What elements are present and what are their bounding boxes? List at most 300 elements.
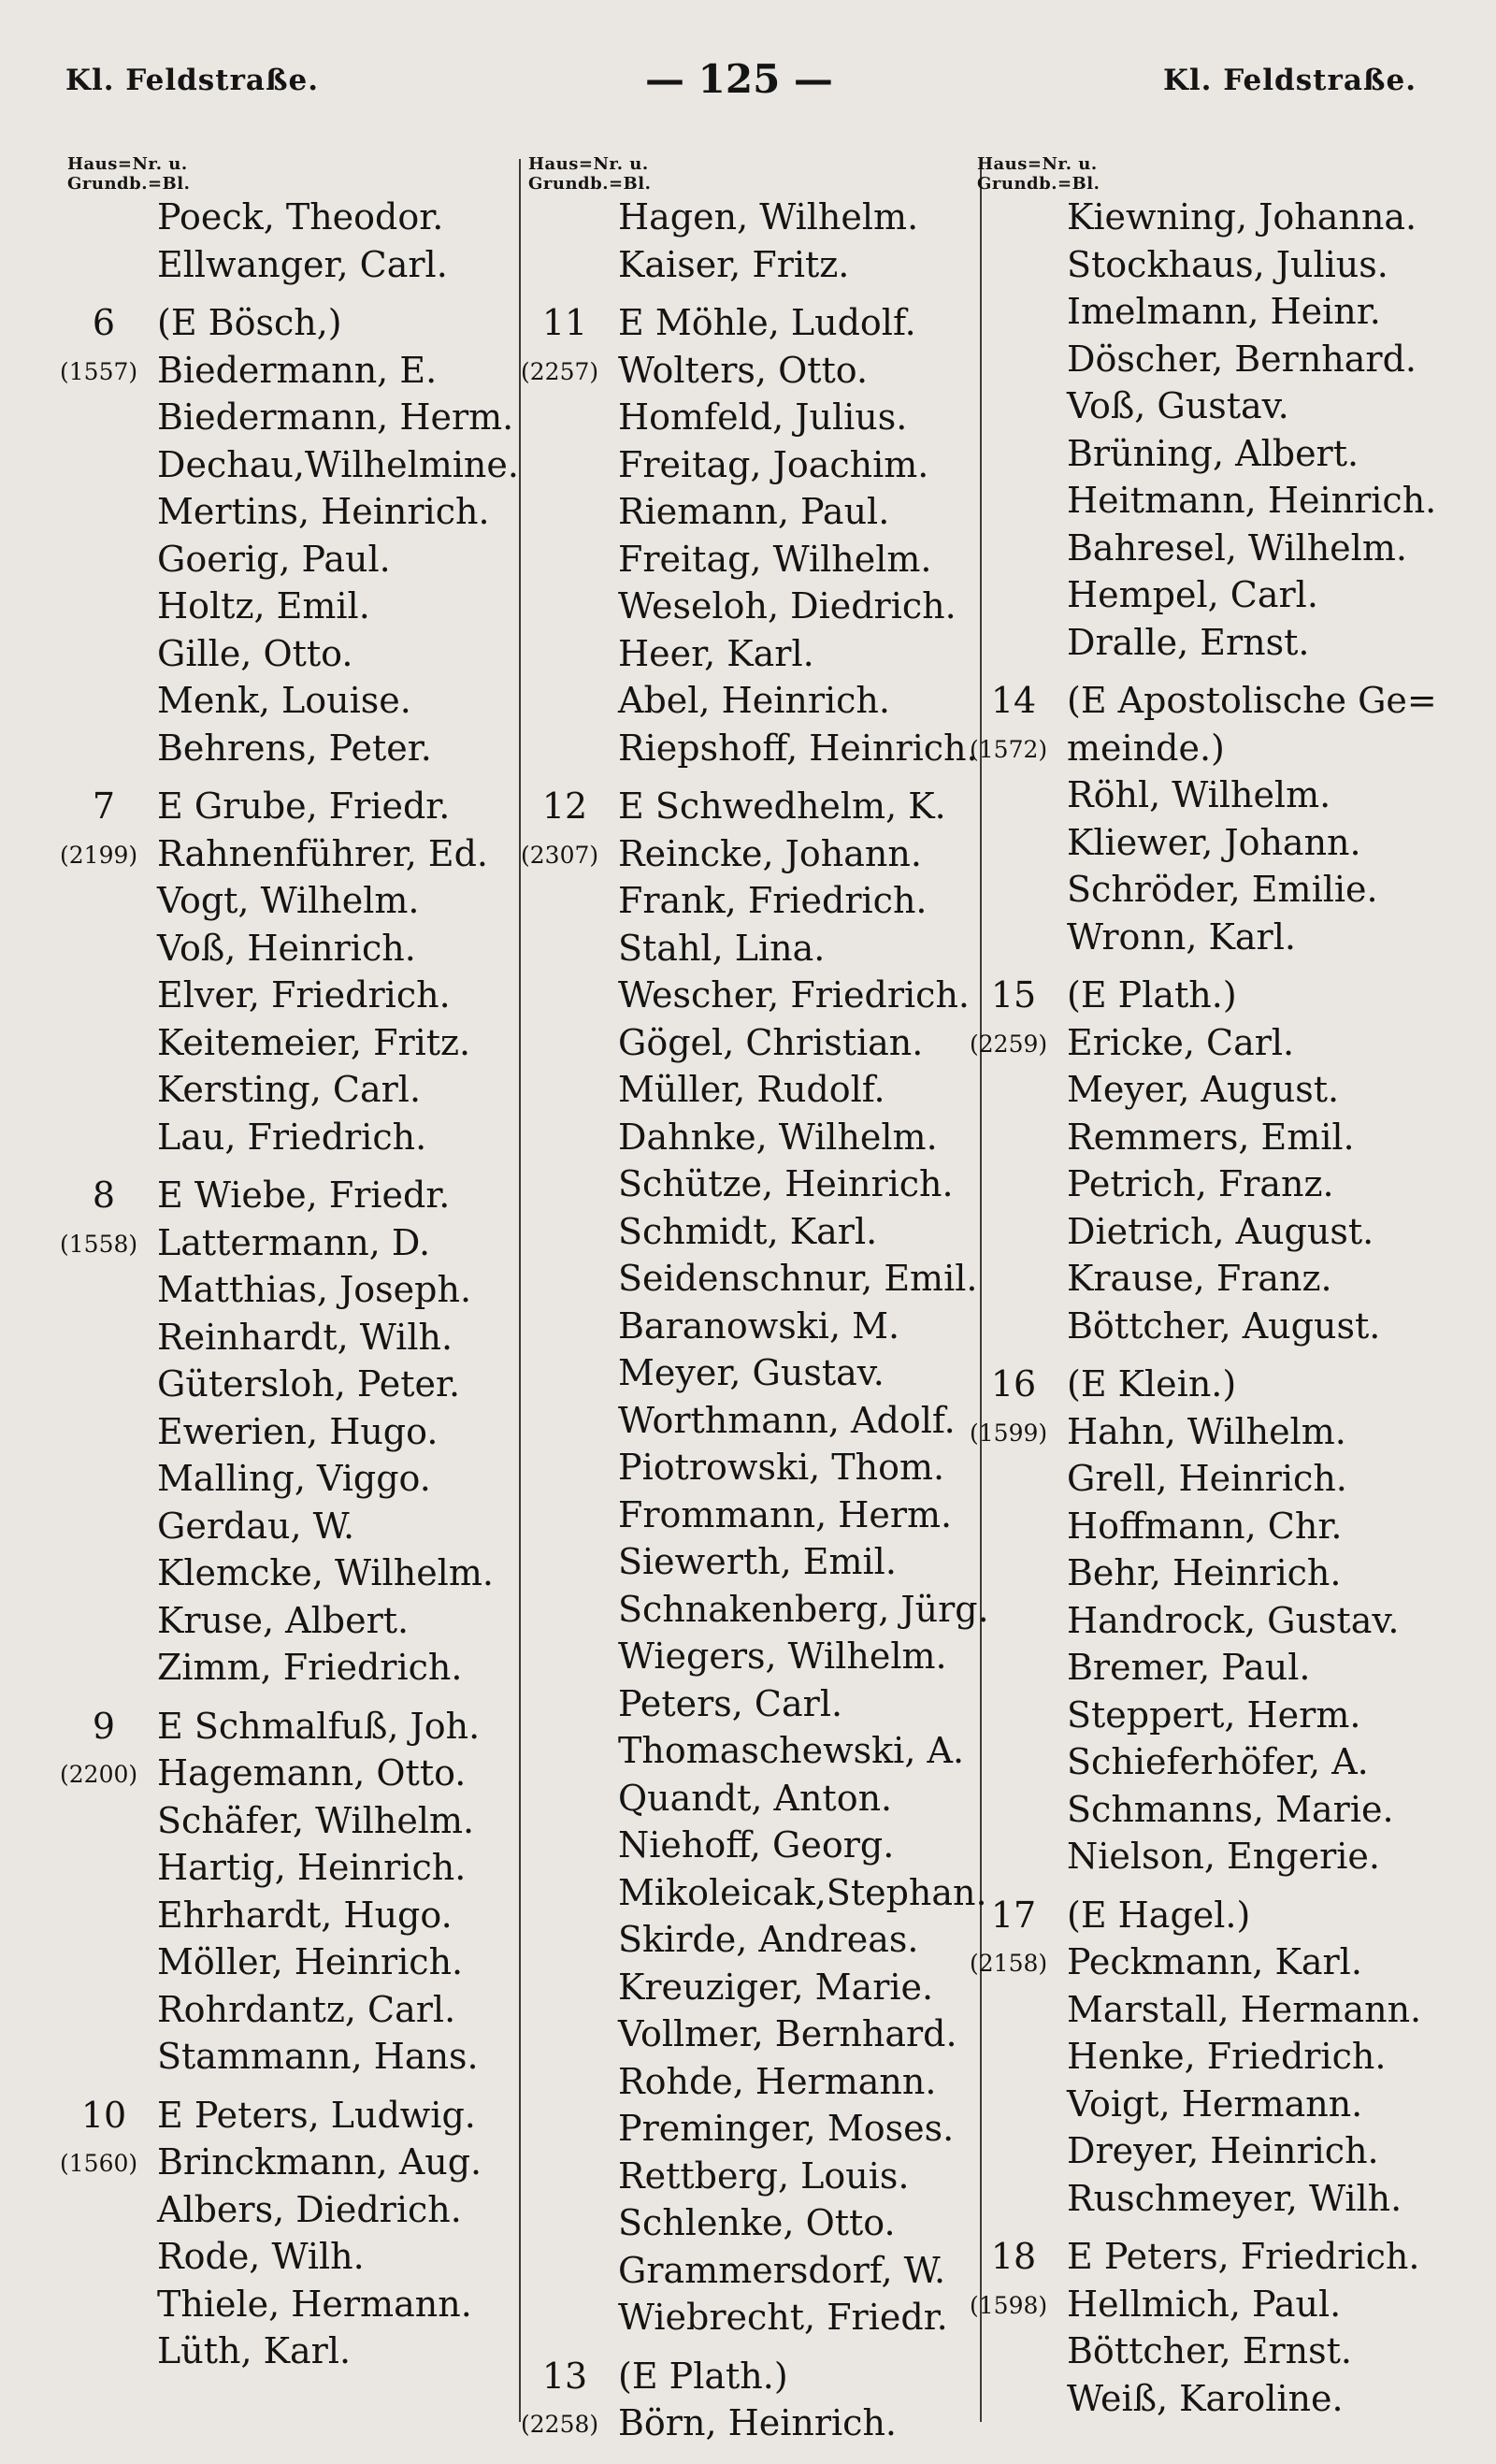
- resident-line: [528, 394, 977, 441]
- resident-line: [67, 1597, 516, 1645]
- resident-line: [528, 877, 977, 925]
- resident-name: Henke, Friedrich.: [1067, 2036, 1387, 2077]
- resident-line: [977, 1644, 1445, 1692]
- resident-line: [977, 1786, 1445, 1834]
- resident-line: [970, 1938, 1445, 1986]
- resident-line: [977, 336, 1445, 383]
- land-register-number: (2258): [521, 2411, 599, 2438]
- resident-line: [977, 430, 1445, 478]
- resident-name: Ericke, Carl.: [1067, 1021, 1295, 1063]
- resident-name: Keitemeier, Fritz.: [157, 1021, 471, 1063]
- resident-line: [977, 1692, 1445, 1739]
- resident-line: [977, 2033, 1445, 2081]
- resident-name: Baranowski, M.: [618, 1304, 900, 1347]
- resident-name: Stockhaus, Julius.: [1067, 243, 1388, 285]
- resident-line: [60, 1219, 516, 1267]
- resident-name: Remmers, Emil.: [1067, 1116, 1355, 1158]
- resident-name: Worthmann, Adolf.: [618, 1399, 956, 1441]
- resident-line: [528, 2105, 977, 2153]
- resident-line: [977, 241, 1445, 289]
- resident-line: [60, 2139, 516, 2186]
- resident-line: [67, 536, 516, 584]
- resident-name: Börn, Heinrich.: [618, 2402, 898, 2443]
- resident-name: Voigt, Hermann.: [1067, 2082, 1363, 2125]
- resident-name: Brinckmann, Aug.: [157, 2141, 482, 2183]
- resident-line: [67, 488, 516, 536]
- house-entry: [977, 1892, 1445, 1939]
- resident-line: [528, 2058, 977, 2106]
- land-register-number: (1572): [970, 735, 1048, 763]
- resident-line: [977, 571, 1445, 619]
- resident-line: [67, 1549, 516, 1597]
- resident-name: Möller, Heinrich.: [157, 1941, 464, 1982]
- house-number: 12: [541, 785, 588, 827]
- resident-name: Holtz, Emil.: [157, 585, 370, 627]
- resident-line: [977, 194, 1445, 241]
- resident-name: Röhl, Wilhelm.: [1067, 774, 1331, 815]
- resident-name: (E Klein.): [1067, 1363, 1237, 1405]
- resident-line: [528, 583, 977, 630]
- resident-line: [528, 241, 977, 289]
- resident-line: [528, 1349, 977, 1397]
- resident-name: Riepshoff, Heinrich.: [618, 727, 978, 769]
- resident-line: [67, 925, 516, 973]
- resident-name: Mikoleicak,Stephan.: [618, 1871, 987, 1913]
- resident-line: [528, 1586, 989, 1634]
- resident-name: Ewerien, Hugo.: [157, 1410, 439, 1452]
- resident-name: Schmidt, Karl.: [618, 1210, 878, 1252]
- resident-name: Imelmann, Heinr.: [1067, 291, 1381, 332]
- land-register-number: (2158): [970, 1950, 1048, 1977]
- resident-line: [528, 1964, 977, 2011]
- resident-line: [528, 1303, 977, 1350]
- resident-name: Skirde, Andreas.: [618, 1919, 919, 1960]
- resident-line: [67, 1114, 516, 1161]
- resident-line: [67, 2033, 516, 2081]
- resident-name: Piotrowski, Thom.: [618, 1447, 945, 1488]
- resident-line: [970, 1408, 1445, 1456]
- resident-name: Kruse, Albert.: [157, 1599, 410, 1641]
- resident-name: Freitag, Joachim.: [618, 443, 929, 485]
- resident-line: [977, 1549, 1445, 1597]
- resident-line: [67, 1844, 516, 1892]
- resident-line: [977, 1986, 1445, 2034]
- resident-line: [970, 2281, 1445, 2328]
- resident-name: Hagen, Wilhelm.: [618, 196, 919, 238]
- resident-line: [977, 866, 1445, 914]
- resident-name: Behrens, Peter.: [157, 727, 432, 769]
- resident-line: [528, 1160, 977, 1208]
- land-register-number: (2200): [60, 1761, 138, 1788]
- resident-name: Grell, Heinrich.: [1067, 1458, 1347, 1499]
- resident-name: Schieferhöfer, A.: [1067, 1741, 1369, 1782]
- resident-name: Dietrich, August.: [1067, 1210, 1374, 1252]
- resident-line: [60, 830, 516, 878]
- resident-name: Brüning, Albert.: [1067, 432, 1359, 474]
- resident-name: E Wiebe, Friedr.: [157, 1174, 451, 1216]
- resident-line: [528, 1019, 977, 1067]
- resident-name: Gille, Otto.: [157, 632, 353, 674]
- directory-column-3: [970, 154, 1445, 2422]
- resident-name: Vogt, Wilhelm.: [157, 880, 420, 921]
- resident-name: Frank, Friedrich.: [618, 880, 928, 921]
- resident-name: Bremer, Paul.: [1067, 1647, 1311, 1688]
- resident-name: Handrock, Gustav.: [1067, 1599, 1400, 1641]
- resident-name: Biedermann, E.: [157, 349, 438, 391]
- resident-name: Böttcher, Ernst.: [1067, 2330, 1352, 2371]
- column-header: [977, 154, 1445, 194]
- resident-line: [528, 1066, 977, 1114]
- resident-name: Schäfer, Wilhelm.: [157, 1799, 475, 1841]
- resident-line: [67, 630, 516, 678]
- house-entry: [67, 783, 516, 830]
- resident-name: Matthias, Joseph.: [157, 1269, 472, 1310]
- resident-name: E Grube, Friedr.: [157, 785, 451, 827]
- page-header: [0, 56, 1496, 120]
- resident-line: [67, 725, 516, 772]
- resident-line: [528, 1444, 977, 1491]
- resident-name: Krause, Franz.: [1067, 1258, 1332, 1299]
- resident-line: [528, 1822, 977, 1869]
- resident-line: [67, 1938, 516, 1986]
- resident-name: Petrich, Franz.: [1067, 1163, 1334, 1204]
- resident-line: [977, 288, 1445, 336]
- resident-line: [528, 1633, 977, 1680]
- resident-line: [521, 347, 977, 395]
- resident-name: Voß, Heinrich.: [157, 927, 416, 969]
- resident-name: Gögel, Christian.: [618, 1021, 924, 1063]
- resident-name: Lattermann, D.: [157, 1221, 431, 1263]
- resident-line: [977, 1738, 1445, 1786]
- resident-name: E Schwedhelm, K.: [618, 785, 946, 827]
- resident-name: Hellmich, Paul.: [1067, 2283, 1342, 2325]
- resident-line: [67, 2281, 516, 2328]
- resident-name: (E Apostolische Ge=: [1067, 680, 1437, 721]
- house-number: 13: [541, 2355, 588, 2397]
- resident-name: (E Plath.): [618, 2355, 788, 2397]
- resident-line: [60, 1750, 516, 1797]
- resident-line: [977, 2375, 1445, 2423]
- resident-line: [977, 1208, 1445, 1256]
- resident-name: Rode, Wilh.: [157, 2236, 365, 2277]
- resident-name: Behr, Heinrich.: [1067, 1552, 1342, 1593]
- resident-name: Hahn, Wilhelm.: [1067, 1410, 1346, 1452]
- resident-name: Dechau,Wilhelmine.: [157, 443, 519, 485]
- resident-name: Meyer, Gustav.: [618, 1352, 885, 1393]
- house-entry: [528, 783, 977, 830]
- resident-line: [977, 1303, 1445, 1350]
- column-header: [67, 154, 516, 194]
- resident-line: [528, 630, 977, 678]
- resident-line: [528, 1916, 977, 1964]
- resident-name: Schlenke, Otto.: [618, 2202, 896, 2243]
- resident-name: Müller, Rudolf.: [618, 1069, 885, 1110]
- resident-line: [67, 1503, 516, 1550]
- resident-name: Hartig, Heinrich.: [157, 1847, 467, 1888]
- resident-name: Zimm, Friedrich.: [157, 1647, 463, 1688]
- resident-name: Thomaschewski, A.: [618, 1730, 965, 1771]
- land-register-number: (2257): [521, 357, 599, 385]
- resident-name: Kliewer, Johann.: [1067, 821, 1361, 863]
- resident-name: Frommann, Herm.: [618, 1493, 953, 1535]
- resident-name: Steppert, Herm.: [1067, 1693, 1361, 1736]
- column-header-line: Haus=Nr. u.: [67, 154, 188, 174]
- resident-line: [67, 2233, 516, 2281]
- house-entry: [67, 299, 516, 347]
- resident-name: Menk, Louise.: [157, 680, 411, 721]
- land-register-number: (2199): [60, 841, 138, 869]
- resident-name: Rahnenführer, Ed.: [157, 832, 489, 874]
- resident-name: Dralle, Ernst.: [1067, 621, 1310, 663]
- house-entry: [67, 1172, 516, 1219]
- house-number: 17: [990, 1894, 1037, 1936]
- resident-name: Ruschmeyer, Wilh.: [1067, 2177, 1402, 2219]
- resident-name: Kersting, Carl.: [157, 1069, 422, 1110]
- resident-name: Dreyer, Heinrich.: [1067, 2130, 1379, 2171]
- resident-line: [521, 2399, 977, 2447]
- resident-line: [521, 830, 977, 878]
- house-entry: [67, 2092, 516, 2140]
- resident-name: Vollmer, Bernhard.: [618, 2013, 957, 2054]
- resident-name: Thiele, Hermann.: [157, 2283, 472, 2325]
- house-number: 6: [92, 302, 116, 343]
- resident-line: [528, 925, 977, 973]
- land-register-number: (2259): [970, 1030, 1048, 1058]
- resident-name: Biedermann, Herm.: [157, 396, 514, 438]
- land-register-number: (1598): [970, 2291, 1048, 2319]
- resident-line: [977, 771, 1445, 819]
- resident-line: [67, 583, 516, 630]
- resident-name: Niehoff, Georg.: [618, 1824, 895, 1866]
- column-header-line: Haus=Nr. u.: [977, 154, 1098, 174]
- resident-name: Albers, Diedrich.: [157, 2188, 462, 2230]
- land-register-number: (1599): [970, 1419, 1048, 1447]
- resident-name: Schnakenberg, Jürg.: [618, 1588, 989, 1630]
- resident-name: Wescher, Friedrich.: [618, 974, 970, 1016]
- resident-line: [528, 1208, 977, 1256]
- resident-line: [977, 1160, 1445, 1208]
- running-head-right: Kl. Feldstraße.: [1162, 64, 1417, 97]
- resident-line: [67, 194, 516, 241]
- resident-name: Gütersloh, Peter.: [157, 1363, 461, 1405]
- resident-line: [528, 677, 977, 725]
- resident-name: Hagemann, Otto.: [157, 1752, 467, 1794]
- resident-line: [977, 914, 1445, 961]
- land-register-number: (1560): [60, 2150, 138, 2177]
- resident-line: [67, 1066, 516, 1114]
- resident-name: Voß, Gustav.: [1067, 385, 1289, 426]
- resident-name: meinde.): [1067, 727, 1225, 769]
- column-header-line: Grundb.=Bl.: [977, 174, 1100, 194]
- resident-line: [528, 441, 977, 489]
- resident-name: Marstall, Hermann.: [1067, 1988, 1422, 2030]
- resident-line: [60, 347, 516, 395]
- resident-line: [528, 1869, 987, 1917]
- resident-name: Kaiser, Fritz.: [618, 243, 850, 285]
- resident-name: Freitag, Wilhelm.: [618, 538, 932, 580]
- resident-name: Ehrhardt, Hugo.: [157, 1894, 453, 1936]
- resident-line: [528, 1491, 977, 1539]
- resident-line: [528, 194, 977, 241]
- resident-line: [67, 877, 516, 925]
- column-header-line: Grundb.=Bl.: [67, 174, 191, 194]
- resident-line: [977, 525, 1445, 572]
- resident-name: (E Hagel.): [1067, 1894, 1251, 1936]
- resident-name: Kreuziger, Marie.: [618, 1966, 934, 2008]
- resident-line: [977, 619, 1445, 667]
- resident-line: [528, 2199, 977, 2247]
- resident-line: [67, 1314, 516, 1362]
- resident-name: Abel, Heinrich.: [618, 680, 890, 721]
- resident-name: Goerig, Paul.: [157, 538, 391, 580]
- resident-line: [67, 1644, 516, 1692]
- house-entry: [67, 1703, 516, 1751]
- resident-name: E Möhle, Ludolf.: [618, 302, 916, 343]
- resident-name: (E Plath.): [1067, 974, 1237, 1016]
- house-entry: [977, 2233, 1445, 2281]
- resident-name: Lüth, Karl.: [157, 2330, 352, 2371]
- resident-name: Klemcke, Wilhelm.: [157, 1552, 494, 1593]
- resident-line: [970, 1019, 1445, 1067]
- resident-name: Seidenschnur, Emil.: [618, 1258, 978, 1299]
- resident-name: Schmanns, Marie.: [1067, 1788, 1394, 1830]
- house-number: 18: [990, 2236, 1037, 2277]
- resident-line: [528, 1114, 977, 1161]
- resident-line: [67, 1797, 516, 1845]
- resident-line: [977, 2175, 1445, 2223]
- resident-name: Wiegers, Wilhelm.: [618, 1635, 947, 1677]
- resident-name: Nielson, Engerie.: [1067, 1836, 1380, 1877]
- resident-line: [67, 2327, 516, 2375]
- resident-name: Schütze, Heinrich.: [618, 1163, 954, 1204]
- resident-name: Rohde, Hermann.: [618, 2060, 937, 2102]
- resident-name: Homfeld, Julius.: [618, 396, 908, 438]
- house-number: 7: [92, 785, 116, 827]
- land-register-number: (2307): [521, 841, 599, 869]
- resident-line: [67, 677, 516, 725]
- house-number: 15: [990, 974, 1037, 1016]
- resident-line: [67, 1019, 516, 1067]
- resident-name: Gerdau, W.: [157, 1505, 355, 1547]
- resident-line: [67, 1266, 516, 1314]
- resident-line: [970, 725, 1445, 772]
- resident-name: Reinhardt, Wilh.: [157, 1316, 453, 1358]
- house-entry: [528, 2353, 977, 2400]
- resident-line: [977, 1503, 1445, 1550]
- resident-line: [67, 972, 516, 1019]
- resident-name: Rettberg, Louis.: [618, 2154, 910, 2197]
- resident-line: [528, 2294, 977, 2342]
- resident-line: [528, 1538, 977, 1586]
- resident-name: Wronn, Karl.: [1067, 915, 1296, 958]
- resident-line: [977, 1114, 1445, 1161]
- resident-line: [977, 382, 1445, 430]
- resident-line: [528, 488, 977, 536]
- directory-column-1: [60, 154, 519, 2375]
- resident-name: Bahresel, Wilhelm.: [1067, 526, 1407, 569]
- directory-column-2: [521, 154, 989, 2447]
- resident-name: Kiewning, Johanna.: [1067, 196, 1417, 238]
- house-number: 14: [990, 680, 1037, 721]
- resident-line: [977, 1597, 1445, 1645]
- resident-name: Malling, Viggo.: [157, 1458, 431, 1499]
- house-entry: [977, 677, 1445, 725]
- resident-name: E Peters, Ludwig.: [157, 2094, 476, 2136]
- resident-line: [977, 1833, 1445, 1880]
- resident-name: Schröder, Emilie.: [1067, 869, 1378, 910]
- resident-name: E Schmalfuß, Joh.: [157, 1705, 481, 1747]
- resident-name: Reincke, Johann.: [618, 832, 922, 874]
- resident-name: Döscher, Bernhard.: [1067, 338, 1417, 380]
- resident-line: [67, 241, 516, 289]
- house-number: 16: [990, 1363, 1037, 1405]
- resident-line: [977, 2327, 1445, 2375]
- column-header-line: Grundb.=Bl.: [528, 174, 652, 194]
- resident-line: [528, 1727, 977, 1775]
- resident-line: [67, 1892, 516, 1939]
- resident-line: [977, 1455, 1445, 1503]
- resident-name: Ellwanger, Carl.: [157, 243, 448, 285]
- resident-name: Wolters, Otto.: [618, 349, 869, 391]
- house-entry: [977, 972, 1445, 1019]
- house-number: 9: [92, 1705, 116, 1747]
- resident-line: [528, 1775, 977, 1823]
- resident-name: Hoffmann, Chr.: [1067, 1505, 1343, 1547]
- resident-name: Stammann, Hans.: [157, 2036, 479, 2077]
- column-divider: [519, 159, 521, 2422]
- running-head-left: Kl. Feldstraße.: [65, 64, 320, 97]
- resident-line: [528, 2153, 977, 2200]
- resident-line: [977, 2081, 1445, 2128]
- column-header-line: Haus=Nr. u.: [528, 154, 649, 174]
- resident-name: Wiebrecht, Friedr.: [618, 2297, 948, 2338]
- resident-line: [67, 394, 516, 441]
- resident-line: [528, 2247, 977, 2295]
- resident-name: Grammersdorf, W.: [618, 2249, 946, 2291]
- resident-name: Poeck, Theodor.: [157, 196, 444, 238]
- resident-name: Mertins, Heinrich.: [157, 491, 490, 532]
- house-number: 10: [80, 2094, 127, 2136]
- resident-line: [528, 1680, 977, 1728]
- resident-line: [67, 2186, 516, 2234]
- resident-name: Elver, Friedrich.: [157, 974, 451, 1016]
- resident-name: Quandt, Anton.: [618, 1777, 893, 1819]
- land-register-number: (1558): [60, 1230, 138, 1258]
- resident-line: [528, 536, 977, 584]
- resident-line: [528, 972, 977, 1019]
- resident-line: [528, 2010, 977, 2058]
- resident-name: Weseloh, Diedrich.: [618, 585, 957, 627]
- resident-line: [67, 441, 519, 489]
- resident-name: Lau, Friedrich.: [157, 1116, 427, 1158]
- resident-line: [528, 1397, 977, 1445]
- resident-name: Böttcher, August.: [1067, 1304, 1381, 1347]
- resident-line: [977, 2127, 1445, 2175]
- resident-line: [977, 1255, 1445, 1303]
- resident-name: Dahnke, Wilhelm.: [618, 1116, 938, 1158]
- house-entry: [528, 299, 977, 347]
- resident-line: [67, 1986, 516, 2034]
- resident-line: [67, 1408, 516, 1456]
- resident-line: [977, 1066, 1445, 1114]
- page-number: — 125 —: [645, 56, 833, 102]
- resident-name: Hempel, Carl.: [1067, 574, 1318, 615]
- resident-line: [528, 725, 977, 772]
- column-header: [528, 154, 977, 194]
- resident-line: [528, 1255, 977, 1303]
- resident-name: Heer, Karl.: [618, 632, 814, 674]
- land-register-number: (1557): [60, 357, 138, 385]
